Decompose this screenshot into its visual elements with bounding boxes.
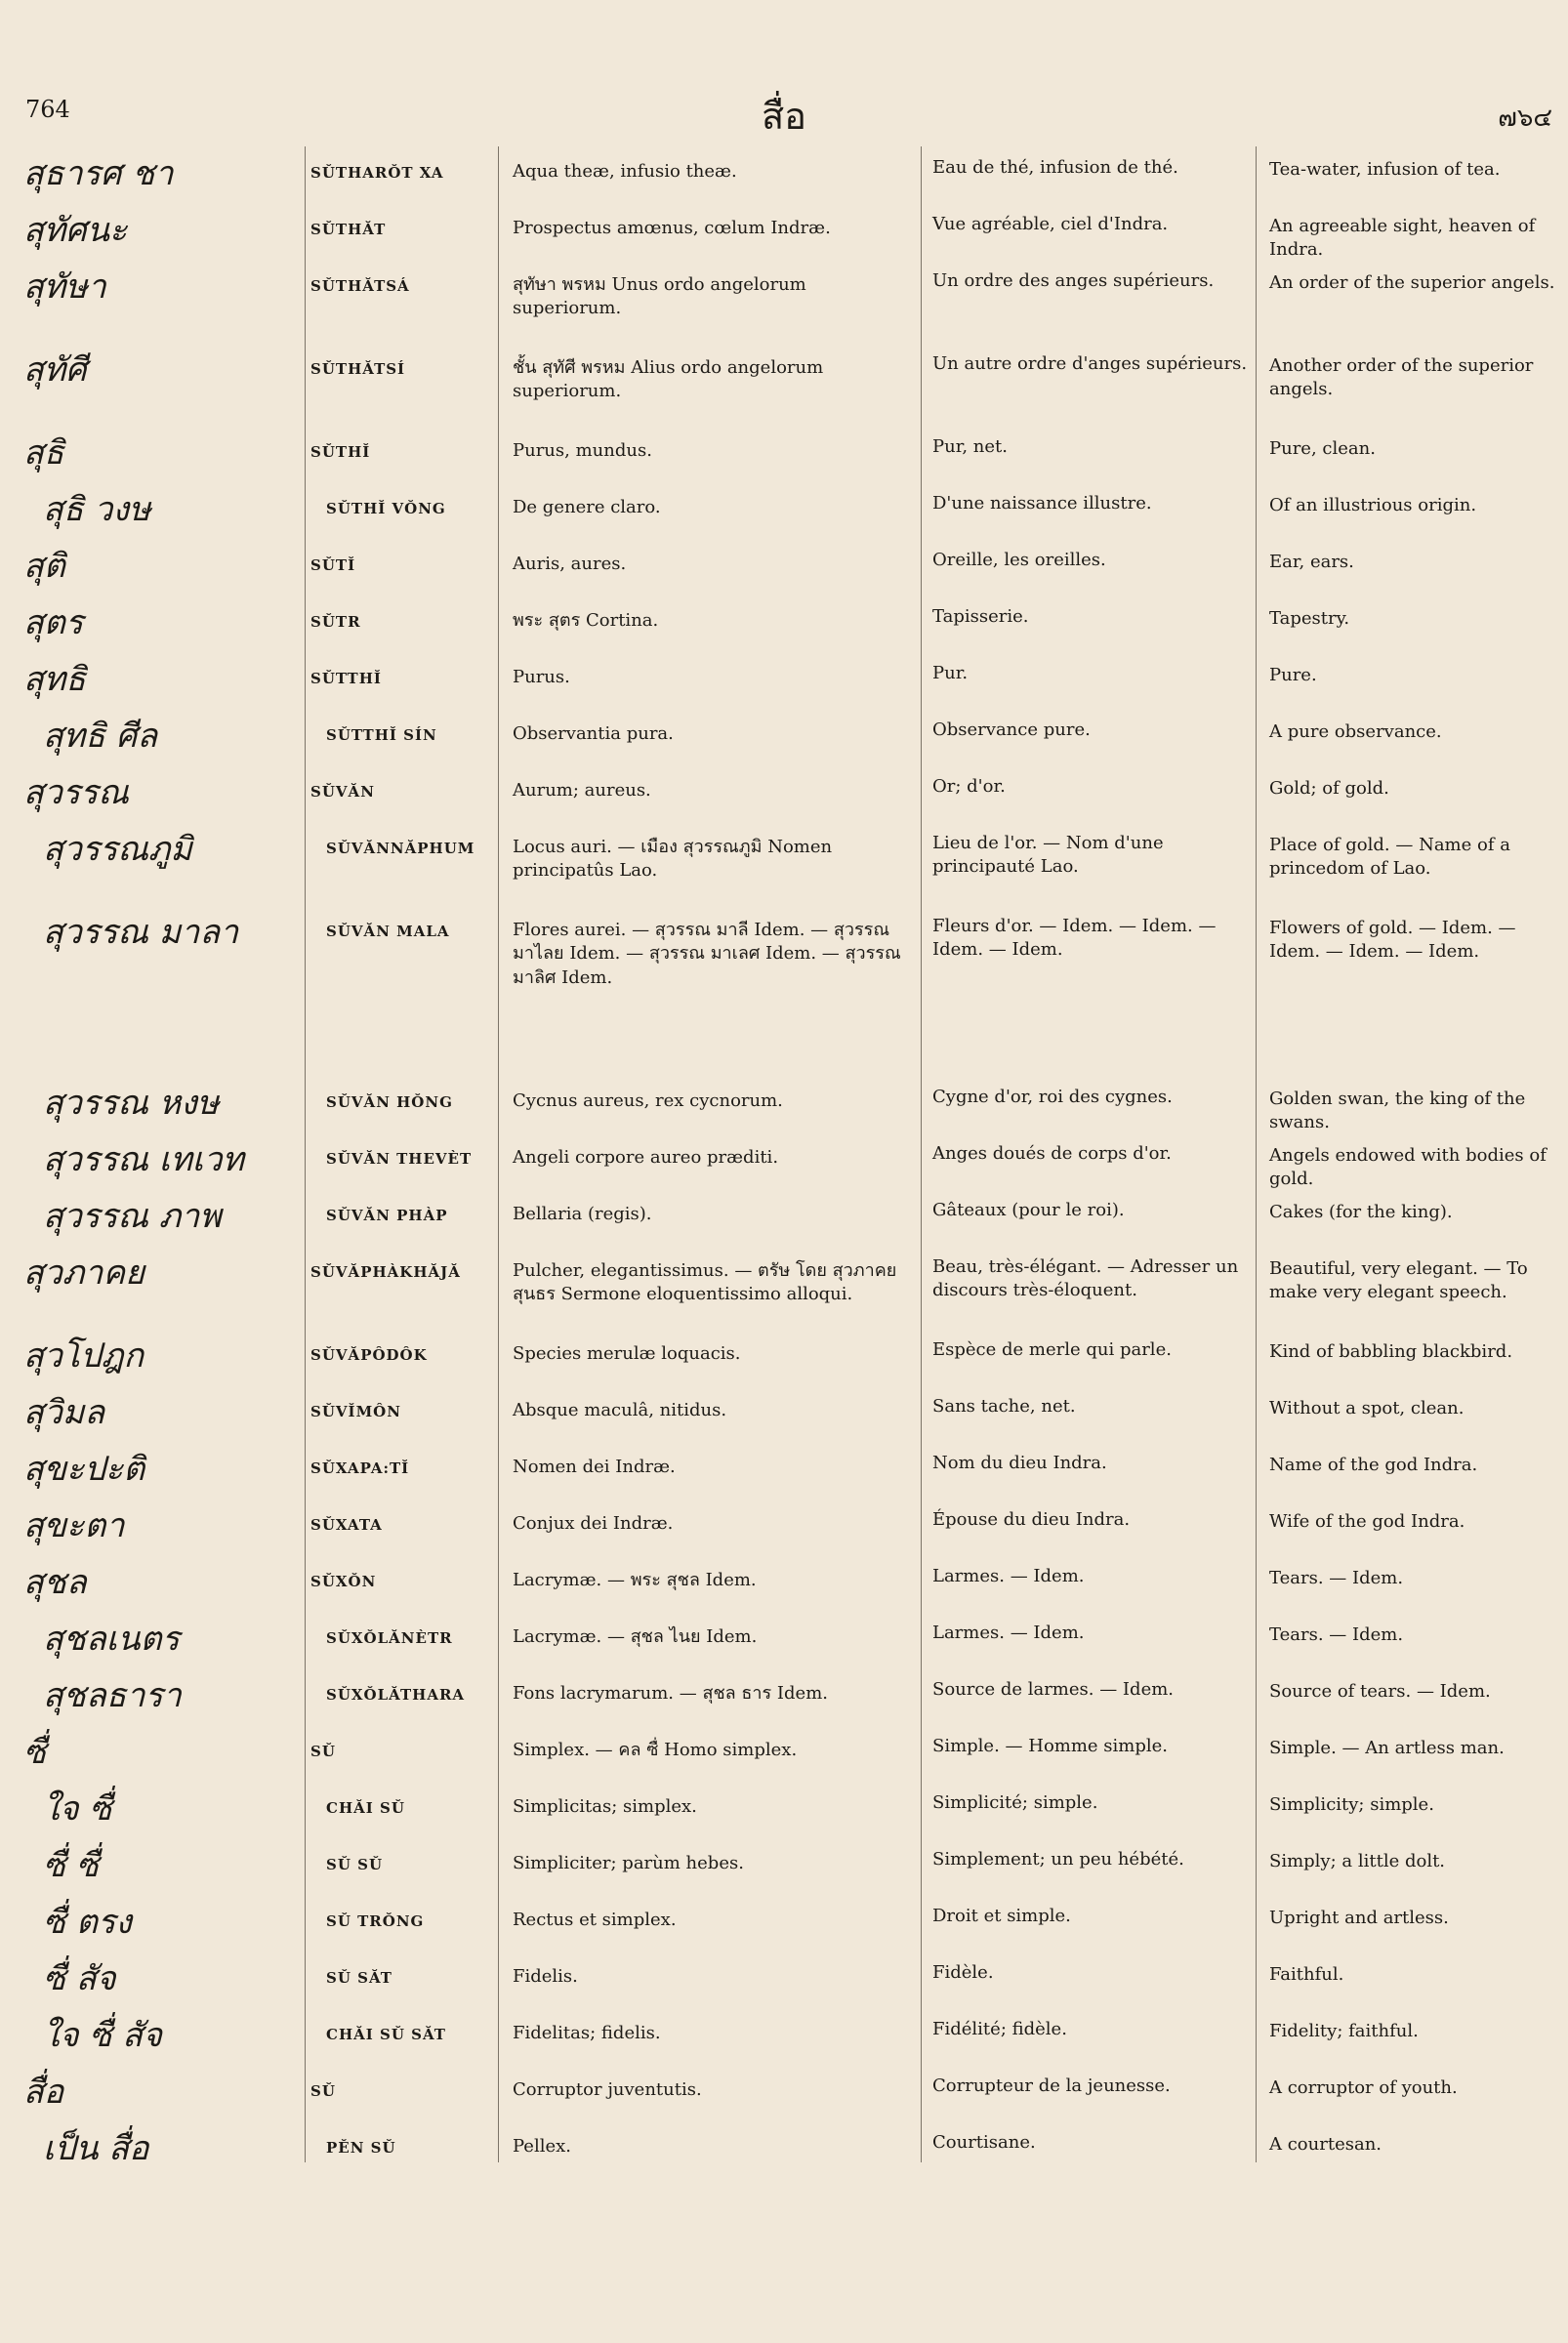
romanization: SŬTHĂTSÍ — [310, 360, 406, 378]
english-definition: Golden swan, the king of the swans. — [1269, 1089, 1526, 1133]
english-definition: Pure, clean. — [1269, 438, 1376, 459]
thai-headword: สุทธิ ศีล — [43, 717, 158, 756]
latin-definition: Auris, aures. — [513, 554, 627, 574]
french-definition: Pur, net. — [932, 436, 1008, 457]
french-definition: Observance pure. — [932, 719, 1091, 740]
entry — [0, 1189, 1568, 1246]
english-definition: Flowers of gold. — Idem. — Idem. — Idem. — Idem. — [1269, 918, 1516, 963]
entry — [0, 1076, 1568, 1132]
entry — [0, 1895, 1568, 1952]
english-definition: Gold; of gold. — [1269, 778, 1389, 799]
romanization: SŬVĂN THEVÈT — [326, 1150, 473, 1168]
entry — [0, 1329, 1568, 1385]
latin-definition: Pulcher, elegantissimus. — ตรัษ โดย สุวภาคย สุนธร Sermone eloquentissimo alloqui. — [513, 1260, 897, 1305]
entry — [0, 1782, 1568, 1838]
running-head: สื่อ — [761, 95, 806, 138]
romanization: SŬVĂN PHÀP — [326, 1207, 448, 1224]
thai-headword: สุธารศ ชา — [23, 154, 174, 193]
entry — [0, 260, 1568, 343]
thai-headword: สุวรรณ ภาพ — [43, 1197, 222, 1236]
entry — [0, 2065, 1568, 2121]
entry — [0, 822, 1568, 905]
romanization: SŬXŎN — [310, 1573, 377, 1590]
thai-headword: ซื่ สัจ — [43, 1959, 116, 1998]
latin-definition: Simpliciter; parùm hebes. — [513, 1853, 744, 1873]
french-definition: Droit et simple. — [932, 1906, 1071, 1926]
thai-headword: สุวรรณ มาลา — [43, 913, 239, 952]
entry — [0, 146, 1568, 203]
english-definition: Without a spot, clean. — [1269, 1398, 1465, 1418]
thai-headword: สุธิ วงษ — [43, 490, 151, 529]
romanization: SŬTHARŎT XA — [310, 164, 444, 182]
latin-definition: Purus, mundus. — [513, 440, 652, 461]
romanization: SŬTR — [310, 613, 361, 631]
romanization: SŬTHĬ — [310, 443, 371, 461]
romanization: SŬVĂN MALA — [326, 923, 450, 940]
entry — [0, 1385, 1568, 1442]
english-definition: An agreeable sight, heaven of Indra. — [1269, 216, 1536, 261]
french-definition: Pur. — [932, 663, 969, 683]
english-definition: Tapestry. — [1269, 608, 1350, 629]
french-definition: Simplicité; simple. — [932, 1792, 1098, 1813]
latin-definition: Aqua theæ, infusio theæ. — [513, 161, 737, 182]
latin-definition: Fons lacrymarum. — สุชล ธาร Idem. — [513, 1683, 828, 1704]
thai-headword: สื่อ — [23, 2073, 64, 2112]
french-definition: Larmes. — Idem. — [932, 1623, 1085, 1643]
english-definition: Cakes (for the king). — [1269, 1202, 1453, 1222]
english-definition: Beautiful, very elegant. — To make very elegant speech. — [1269, 1258, 1528, 1303]
romanization: CHĂI SŬ — [326, 1799, 405, 1817]
latin-definition: Observantia pura. — [513, 723, 674, 744]
latin-definition: Flores aurei. — สุวรรณ มาลี Idem. — สุวรรณ มาไลย Idem. — สุวรรณ มาเลศ Idem. — สุวรรณ มาลิศ Idem. — [513, 920, 901, 988]
thai-headword: สุทธิ — [23, 660, 86, 699]
entry — [0, 765, 1568, 822]
french-definition: Or; d'or. — [932, 776, 1006, 797]
latin-definition: Simplicitas; simplex. — [513, 1796, 697, 1817]
thai-headword: สุทัศนะ — [23, 211, 128, 250]
latin-definition: Aurum; aureus. — [513, 780, 651, 801]
entry — [0, 2008, 1568, 2065]
thai-headword: สุวรรณ เทเวท — [43, 1140, 244, 1179]
english-definition: Angels endowed with bodies of gold. — [1269, 1145, 1547, 1190]
latin-definition: Cycnus aureus, rex cycnorum. — [513, 1090, 783, 1111]
entry — [0, 539, 1568, 596]
english-definition: Tea-water, infusion of tea. — [1269, 159, 1501, 180]
romanization: SŬXAPA:TĬ — [310, 1459, 410, 1477]
french-definition: Corrupteur de la jeunesse. — [932, 2076, 1171, 2096]
latin-definition: Locus auri. — เมือง สุวรรณภูมิ Nomen principatûs Lao. — [513, 837, 833, 882]
latin-definition: Lacrymæ. — สุชล ไนย Idem. — [513, 1626, 758, 1647]
entry — [0, 203, 1568, 260]
latin-definition: Simplex. — คล ซื่ Homo simplex. — [513, 1740, 798, 1760]
entry — [0, 1555, 1568, 1612]
romanization: SŬTHĬ VŎNG — [326, 500, 446, 517]
latin-definition: Rectus et simplex. — [513, 1910, 677, 1930]
english-definition: An order of the superior angels. — [1269, 272, 1555, 293]
english-definition: Name of the god Indra. — [1269, 1455, 1478, 1475]
english-definition: Simply; a little dolt. — [1269, 1851, 1446, 1871]
thai-headword: สุวภาคย — [23, 1254, 145, 1293]
thai-headword: สุตร — [23, 603, 84, 642]
english-definition: Wife of the god Indra. — [1269, 1511, 1465, 1532]
romanization: SŬTĬ — [310, 556, 356, 574]
romanization: SŬVĬMÔN — [310, 1403, 401, 1420]
thai-headword: สุวรรณ — [23, 773, 129, 812]
romanization: CHĂI SŬ SĂT — [326, 2026, 446, 2043]
french-definition: Simplement; un peu hébété. — [932, 1849, 1184, 1870]
french-definition: Source de larmes. — Idem. — [932, 1679, 1175, 1700]
latin-definition: Corruptor juventutis. — [513, 2079, 702, 2100]
french-definition: Cygne d'or, roi des cygnes. — [932, 1087, 1173, 1107]
thai-headword: สุทัศี — [23, 350, 87, 390]
thai-headword: สุวรรณ หงษ — [43, 1084, 220, 1123]
romanization: SŬXŎLĂTHARA — [326, 1686, 466, 1704]
french-definition: Un autre ordre d'anges supérieurs. — [932, 353, 1248, 374]
entry — [0, 2121, 1568, 2178]
thai-headword: สุวิมล — [23, 1393, 105, 1432]
french-definition: Lieu de l'or. — Nom d'une principauté Lao. — [932, 833, 1164, 878]
latin-definition: Fidelis. — [513, 1966, 578, 1987]
entry-list — [0, 146, 1568, 2178]
entry — [0, 709, 1568, 765]
latin-definition: Nomen dei Indræ. — [513, 1457, 676, 1477]
thai-headword: สุวโปฎก — [23, 1336, 144, 1376]
latin-definition: Purus. — [513, 667, 570, 687]
french-definition: Oreille, les oreilles. — [932, 550, 1106, 570]
thai-headword: สุชล — [23, 1563, 87, 1602]
french-definition: Beau, très-élégant. — Adresser un discours très-éloquent. — [932, 1256, 1239, 1301]
thai-headword: ใจ ซื่ — [43, 1789, 112, 1829]
thai-headword: สุทัษา — [23, 267, 106, 307]
romanization: SŬVĂN — [310, 783, 375, 801]
latin-definition: Species merulæ loquacis. — [513, 1343, 741, 1364]
english-definition: Another order of the superior angels. — [1269, 355, 1534, 400]
thai-headword: สุวรรณภูมิ — [43, 830, 192, 869]
entry — [0, 652, 1568, 709]
romanization: SŬXŎLĂNÈTR — [326, 1629, 453, 1647]
entry — [0, 482, 1568, 539]
latin-definition: Lacrymæ. — พระ สุชล Idem. — [513, 1570, 757, 1590]
romanization: SŬVĂPÔDÔK — [310, 1346, 428, 1364]
romanization: SŬTHĂTSÁ — [310, 277, 410, 295]
french-definition: Espèce de merle qui parle. — [932, 1339, 1172, 1360]
romanization: SŬ SĂT — [326, 1969, 392, 1987]
french-definition: Eau de thé, infusion de thé. — [932, 157, 1178, 178]
entry — [0, 596, 1568, 652]
thai-headword: สุธิ — [23, 433, 64, 473]
thai-headword: สุขะตา — [23, 1506, 125, 1545]
thai-headword: ซื่ ตรง — [43, 1903, 132, 1942]
romanization: SŬVĂN HŎNG — [326, 1093, 453, 1111]
entry — [0, 1612, 1568, 1668]
entry — [0, 426, 1568, 482]
english-definition: Simple. — An artless man. — [1269, 1738, 1505, 1758]
french-definition: Anges doués de corps d'or. — [932, 1143, 1172, 1164]
french-definition: Fidèle. — [932, 1962, 994, 1983]
latin-definition: Pellex. — [513, 2136, 571, 2157]
french-definition: Gâteaux (pour le roi). — [932, 1200, 1125, 1220]
thai-headword: สุชลเนตร — [43, 1620, 180, 1659]
english-definition: Kind of babbling blackbird. — [1269, 1341, 1513, 1362]
entry — [0, 1499, 1568, 1555]
english-definition: A courtesan. — [1269, 2134, 1382, 2155]
latin-definition: Prospectus amœnus, cœlum Indræ. — [513, 218, 831, 238]
entry — [0, 905, 1568, 1076]
french-definition: Un ordre des anges supérieurs. — [932, 270, 1215, 291]
latin-definition: Fidelitas; fidelis. — [513, 2023, 661, 2043]
english-definition: Fidelity; faithful. — [1269, 2021, 1419, 2041]
latin-definition: สุทัษา พรหม Unus ordo angelorum superiorum. — [513, 274, 806, 319]
latin-definition: Conjux dei Indræ. — [513, 1513, 674, 1534]
romanization: SŬTTHĬ — [310, 670, 382, 687]
english-definition: A corruptor of youth. — [1269, 2077, 1458, 2098]
entry — [0, 1442, 1568, 1499]
english-definition: Ear, ears. — [1269, 552, 1354, 572]
entry — [0, 1952, 1568, 2008]
romanization: SŬ — [310, 1743, 336, 1760]
entry — [0, 1838, 1568, 1895]
french-definition: Simple. — Homme simple. — [932, 1736, 1169, 1756]
latin-definition: Absque maculâ, nitidus. — [513, 1400, 727, 1420]
latin-definition: พระ สุตร Cortina. — [513, 610, 659, 631]
latin-definition: ชั้น สุทัศี พรหม Alius ordo angelorum superiorum. — [513, 357, 824, 402]
french-definition: Fidélité; fidèle. — [932, 2019, 1067, 2039]
entry — [0, 1246, 1568, 1329]
romanization: SŬTTHĬ SÍN — [326, 726, 437, 744]
entry — [0, 343, 1568, 426]
english-definition: Tears. — Idem. — [1269, 1624, 1404, 1645]
entry — [0, 1132, 1568, 1189]
english-definition: Source of tears. — Idem. — [1269, 1681, 1491, 1702]
romanization: SŬ — [310, 2082, 336, 2100]
english-definition: Simplicity; simple. — [1269, 1794, 1434, 1815]
romanization: SŬ SŬ — [326, 1856, 384, 1873]
page-number-right: ๗๖๔ — [1498, 103, 1552, 133]
french-definition: Vue agréable, ciel d'Indra. — [932, 214, 1169, 234]
french-definition: Tapisserie. — [932, 606, 1029, 627]
romanization: SŬXATA — [310, 1516, 383, 1534]
french-definition: Courtisane. — [932, 2132, 1036, 2153]
english-definition: Of an illustrious origin. — [1269, 495, 1477, 515]
romanization: SŬ TRŎNG — [326, 1912, 425, 1930]
thai-headword: ซื่ — [23, 1733, 47, 1772]
thai-headword: สุขะปะติ — [23, 1450, 145, 1489]
thai-headword: สุติ — [23, 547, 65, 586]
french-definition: Fleurs d'or. — Idem. — Idem. — Idem. — Idem. — [932, 916, 1217, 961]
latin-definition: Bellaria (regis). — [513, 1204, 652, 1224]
latin-definition: De genere claro. — [513, 497, 661, 517]
thai-headword: ใจ ซื่ สัจ — [43, 2016, 162, 2055]
english-definition: Tears. — Idem. — [1269, 1568, 1404, 1588]
english-definition: Place of gold. — Name of a princedom of Lao. — [1269, 835, 1510, 880]
romanization: SŬVĂPHÀKHĂJĂ — [310, 1263, 461, 1281]
english-definition: Upright and artless. — [1269, 1908, 1449, 1928]
romanization: SŬVĂNNĂPHUM — [326, 840, 475, 857]
romanization: SŬTHĂT — [310, 221, 387, 238]
thai-headword: ซื่ ซื่ — [43, 1846, 99, 1885]
french-definition: Nom du dieu Indra. — [932, 1453, 1107, 1473]
english-definition: Faithful. — [1269, 1964, 1344, 1985]
latin-definition: Angeli corpore aureo præditi. — [513, 1147, 779, 1168]
french-definition: Sans tache, net. — [932, 1396, 1076, 1417]
thai-headword: เป็น สื่อ — [43, 2129, 149, 2168]
thai-headword: สุชลธารา — [43, 1676, 182, 1715]
page-number-left: 764 — [25, 96, 70, 123]
french-definition: Larmes. — Idem. — [932, 1566, 1085, 1586]
french-definition: Épouse du dieu Indra. — [932, 1509, 1131, 1530]
french-definition: D'une naissance illustre. — [932, 493, 1152, 514]
entry — [0, 1725, 1568, 1782]
english-definition: A pure observance. — [1269, 721, 1442, 742]
english-definition: Pure. — [1269, 665, 1317, 685]
romanization: PĔN SŬ — [326, 2139, 396, 2157]
entry — [0, 1668, 1568, 1725]
